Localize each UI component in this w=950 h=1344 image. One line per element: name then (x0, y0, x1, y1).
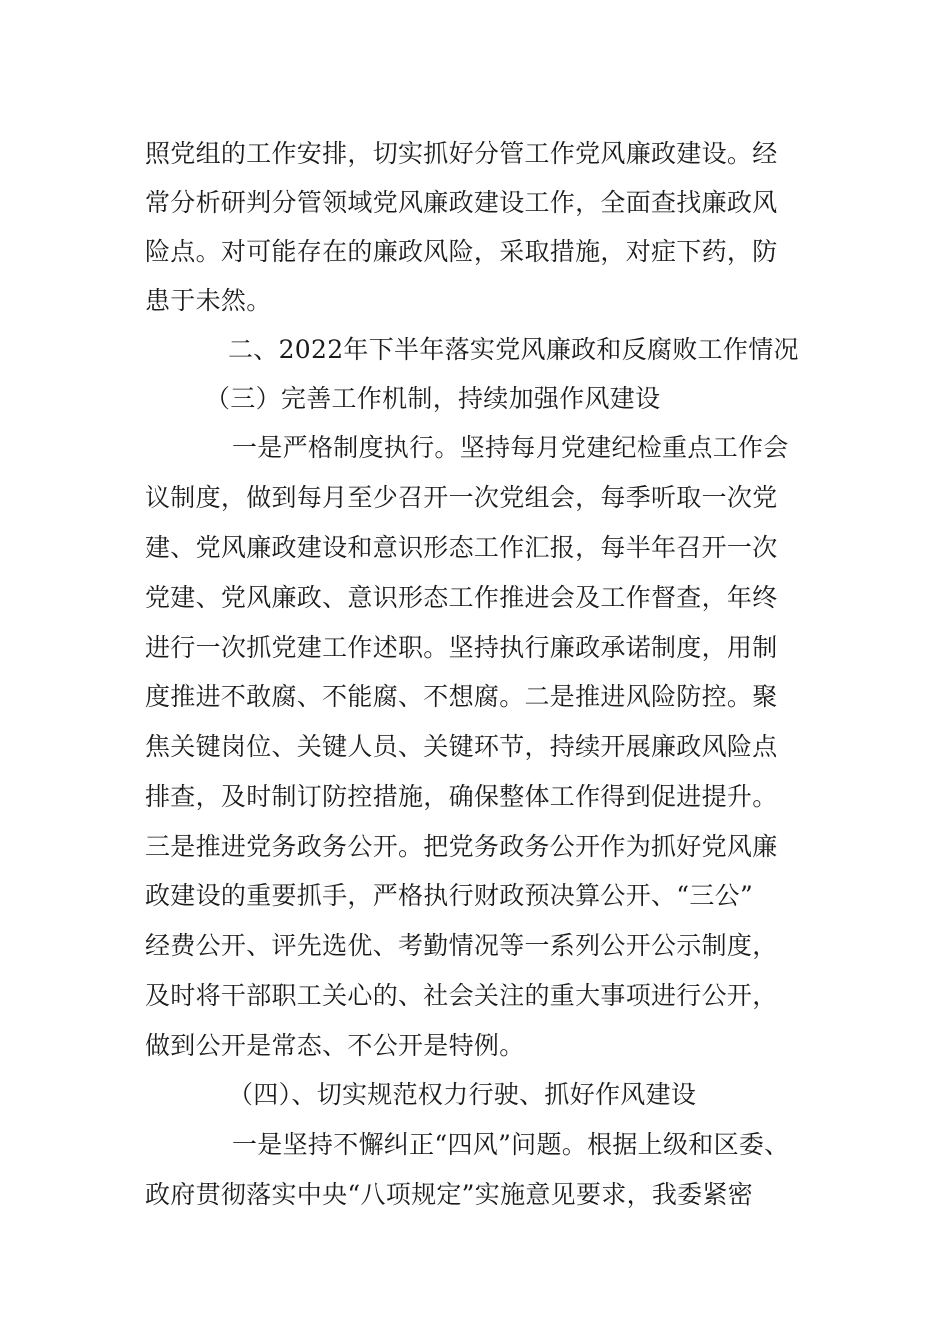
text-line: 常分析研判分管领域党风廉政建设工作，全面查找廉政风 (145, 188, 778, 217)
text-line: 险点。对可能存在的廉政风险，采取措施，对症下药，防 (145, 237, 778, 266)
text-line: 议制度，做到每月至少召开一次党组会，每季听取一次党 (145, 483, 778, 512)
text-line: 患于未然。 (145, 286, 272, 315)
text-line: 做到公开是常态、不公开是特例。 (145, 1031, 525, 1060)
text-line: 一是坚持不懈纠正“四风”问题。根据上级和区委、 (232, 1130, 790, 1159)
text-line: 三是推进党务政务公开。把党务政务公开作为抓好党风廉 (145, 832, 778, 861)
text-line: 排查，及时制订防控措施，确保整体工作得到促进提升。 (145, 782, 778, 811)
subsection-heading: （三）完善工作机制，持续加强作风建设 (205, 384, 661, 413)
text-line: 焦关键岗位、关键人员、关键环节，持续开展廉政风险点 (145, 732, 778, 761)
text-line: 建、党风廉政建设和意识形态工作汇报，每半年召开一次 (145, 533, 778, 562)
subsection-heading: （四）、切实规范权力行驶、抓好作风建设 (228, 1080, 697, 1109)
text-line: 经费公开、评先选优、考勤情况等一系列公开公示制度， (145, 931, 778, 960)
text-line: 照党组的工作安排，切实抓好分管工作党风廉政建设。经 (145, 139, 778, 168)
text-line: 一是严格制度执行。坚持每月党建纪检重点工作会 (232, 433, 789, 462)
text-line: 党建、党风廉政、意识形态工作推进会及工作督查，年终 (145, 583, 778, 612)
text-line: 政建设的重要抓手，严格执行财政预决算公开、“三公” (145, 881, 754, 910)
text-line: 政府贯彻落实中央“八项规定”实施意见要求，我委紧密 (145, 1180, 754, 1209)
section-heading: 二、2022年下半年落实党风廉政和反腐败工作情况 (228, 335, 799, 364)
text-line: 及时将干部职工关心的、社会关注的重大事项进行公开， (145, 981, 778, 1010)
text-line: 进行一次抓党建工作述职。坚持执行廉政承诺制度，用制 (145, 633, 778, 662)
text-line: 度推进不敢腐、不能腐、不想腐。二是推进风险防控。聚 (145, 682, 778, 711)
